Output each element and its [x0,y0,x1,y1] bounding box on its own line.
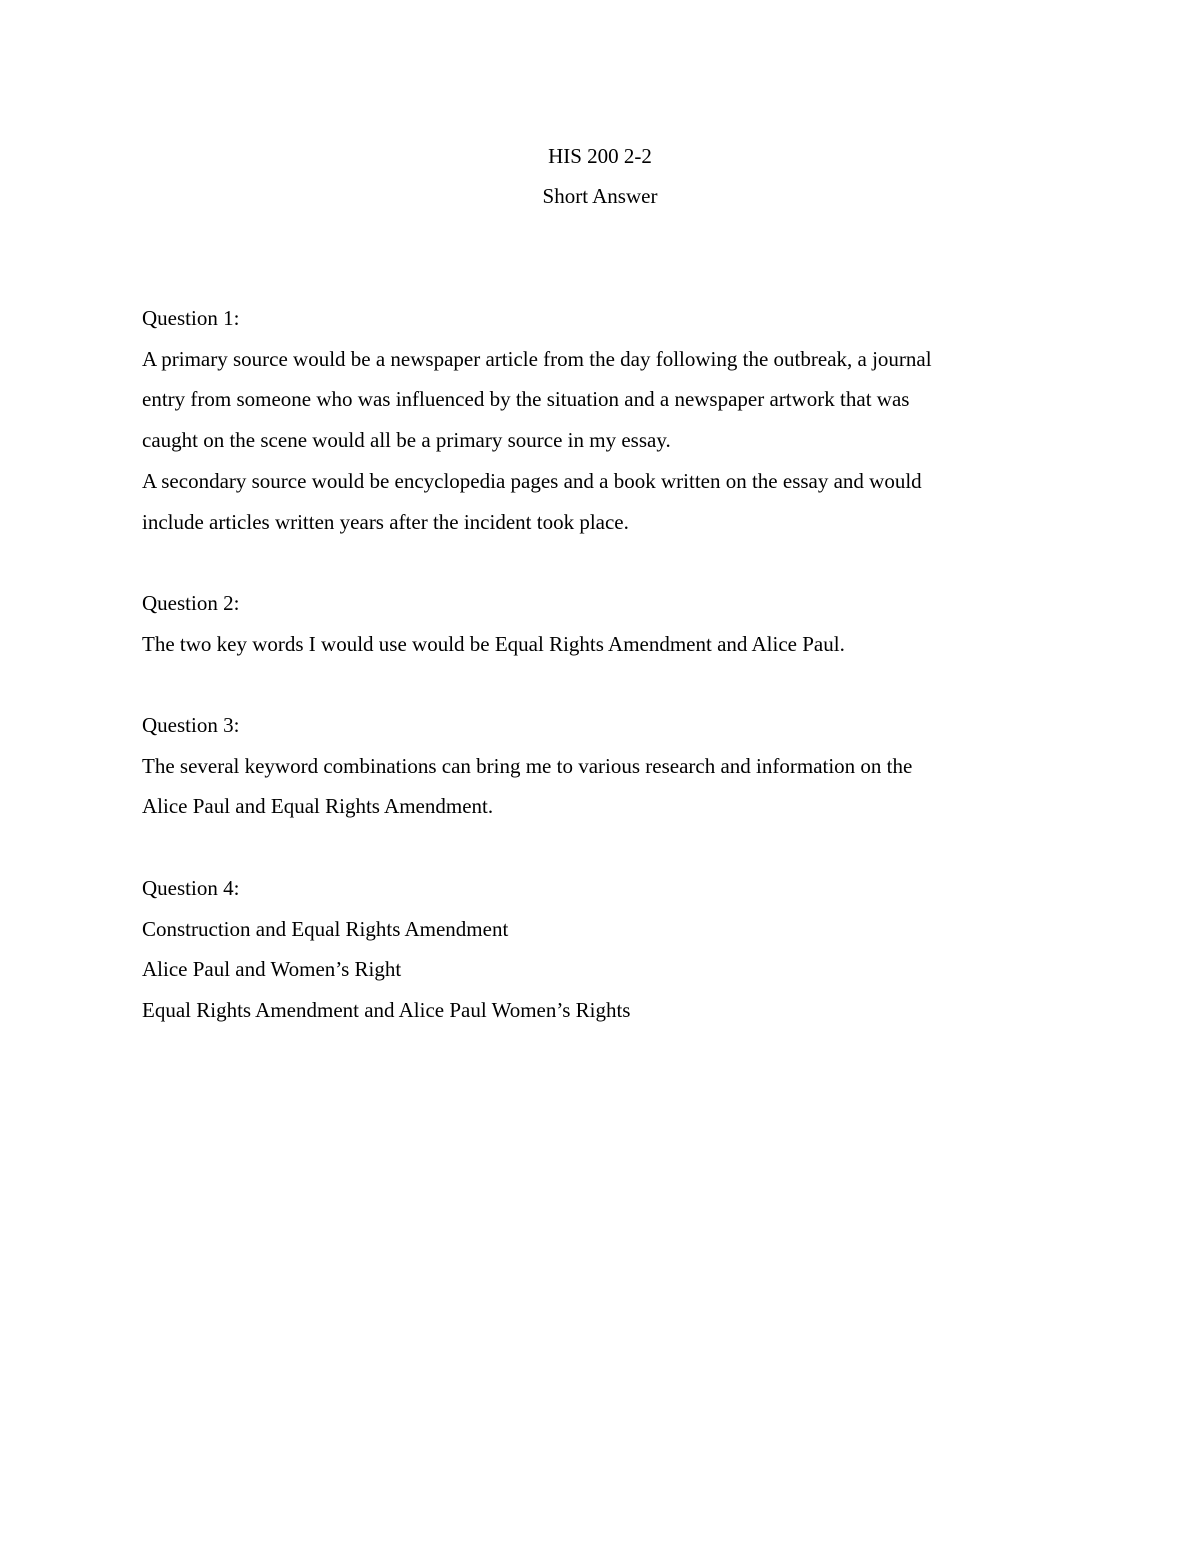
question-2-section [142,583,1072,664]
question-3-section [142,705,1072,827]
course-title: HIS 200 2-2 [548,144,652,168]
answer-line: Equal Rights Amendment and Alice Paul Women’s Rights [142,997,631,1022]
question-1-heading: Question 1: [142,306,240,330]
question-4-section [142,868,1072,1031]
answer-line: entry from someone who was influenced by the situation and a newspaper artwork that was [142,387,910,412]
answer-line: A primary source would be a newspaper article from the day following the outbreak, a journal [142,346,932,371]
document-subtitle: Short Answer [542,184,658,208]
document-header [0,136,1200,216]
document-body [142,298,1072,1071]
question-3-heading: Question 3: [142,713,240,737]
answer-line: The several keyword combinations can bring me to various research and information on the [142,753,913,778]
answer-line: caught on the scene would all be a primary source in my essay. [142,428,671,453]
question-1-section [142,298,1072,542]
answer-line: Alice Paul and Equal Rights Amendment. [142,794,494,819]
answer-line: include articles written years after the incident took place. [142,509,629,534]
answer-line: A secondary source would be encyclopedia pages and a book written on the essay and would [142,468,922,493]
answer-line: Alice Paul and Women’s Right [142,957,402,982]
answer-line: The two key words I would use would be Equal Rights Amendment and Alice Paul. [142,631,845,656]
answer-line: Construction and Equal Rights Amendment [142,916,509,941]
question-4-heading: Question 4: [142,875,240,900]
question-2-heading: Question 2: [142,590,240,615]
